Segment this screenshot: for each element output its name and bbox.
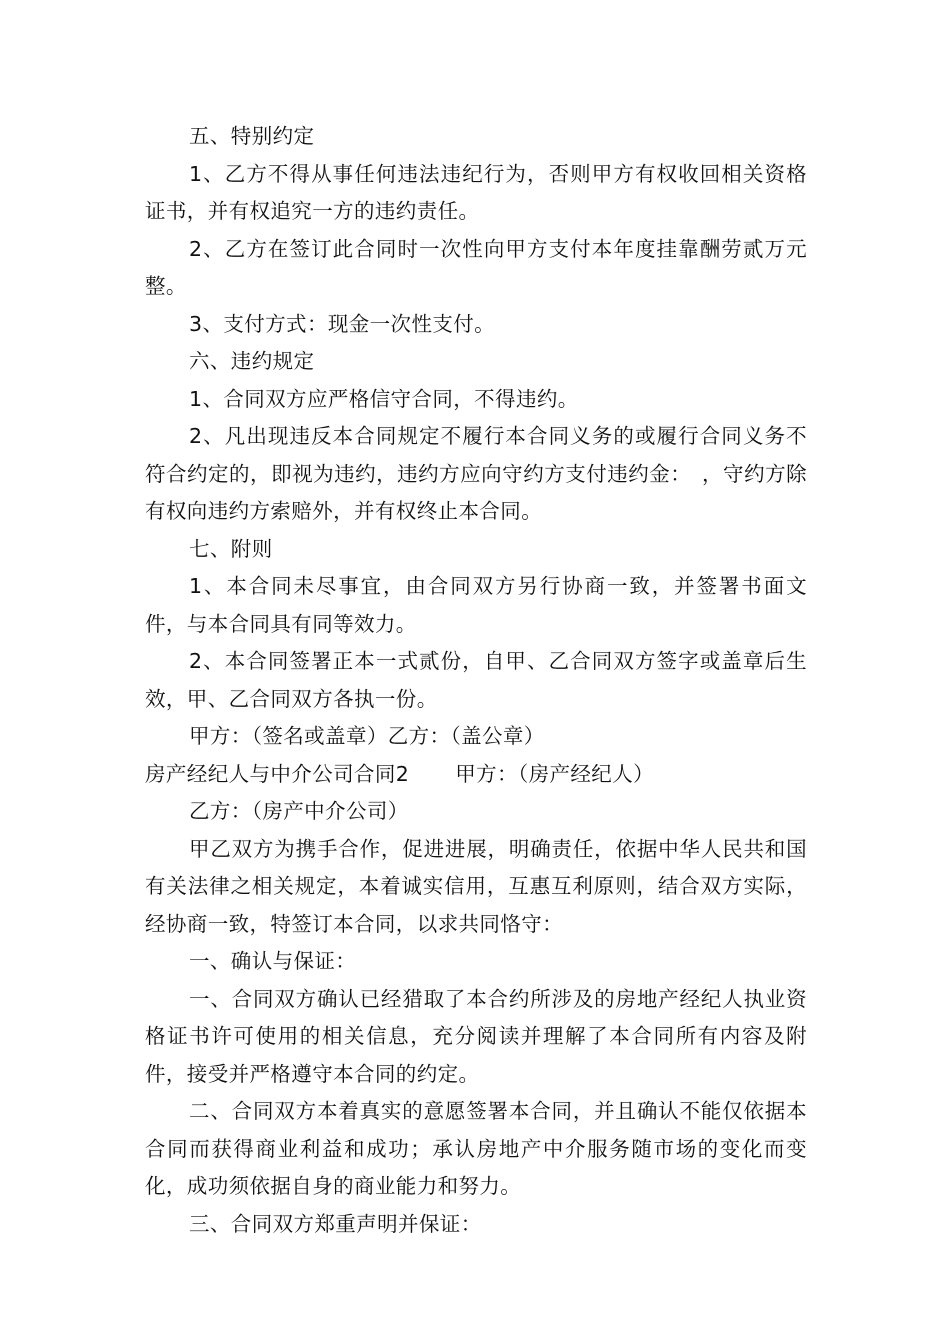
paragraph: 1、本合同未尽事宜，由合同双方另行协商一致，并签署书面文件，与本合同具有同等效力。 bbox=[145, 574, 807, 636]
paragraph: 三、合同双方郑重声明并保证： bbox=[189, 1211, 482, 1236]
party-a-label: 甲方：（房产经纪人） bbox=[455, 761, 654, 786]
paragraph: 2、本合同签署正本一式贰份，自甲、乙合同双方签字或盖章后生效，甲、乙合同双方各执一份。 bbox=[145, 649, 807, 711]
paragraph: 2、凡出现违反本合同规定不履行本合同义务的或履行合同义务不符合约定的，即视为违约，违约方应向守约方支付违约金： ，守约方除有权向违约方索赔外，并有权终止本合同。 bbox=[145, 424, 807, 523]
section-heading-appendix: 七、附则 bbox=[189, 536, 273, 561]
document-body bbox=[145, 118, 807, 1243]
party-b-label: 乙方：（房产中介公司） bbox=[189, 799, 409, 823]
contract-title-line bbox=[145, 756, 807, 794]
paragraph: 2、乙方在签订此合同时一次性向甲方支付本年度挂靠酬劳贰万元整。 bbox=[145, 236, 807, 298]
section-heading-special-terms: 五、特别约定 bbox=[189, 124, 315, 148]
paragraph: 1、乙方不得从事任何违法违纪行为，否则甲方有权收回相关资格证书，并有权追究一方的违约责任。 bbox=[145, 161, 807, 223]
section-heading-confirmation: 一、确认与保证： bbox=[189, 949, 357, 973]
signature-line: 甲方：（签名或盖章）乙方：（盖公章） bbox=[189, 724, 545, 748]
paragraph: 1、合同双方应严格信守合同，不得违约。 bbox=[189, 386, 579, 411]
paragraph: 甲乙双方为携手合作，促进进展，明确责任，依据中华人民共和国有关法律之相关规定，本着诚实信用，互惠互利原则，结合双方实际，经协商一致，特签订本合同，以求共同恪守： bbox=[145, 836, 807, 936]
section-heading-breach: 六、违约规定 bbox=[189, 349, 315, 373]
contract-title: 房产经纪人与中介公司合同2 bbox=[145, 761, 410, 786]
paragraph: 二、合同双方本着真实的意愿签署本合同，并且确认不能仅依据本合同而获得商业利益和成功；承认房地产中介服务随市场的变化而变化，成功须依据自身的商业能力和努力。 bbox=[145, 1099, 807, 1198]
paragraph: 一、合同双方确认已经猎取了本合约所涉及的房地产经纪人执业资格证书许可使用的相关信息，充分阅读并理解了本合同所有内容及附件，接受并严格遵守本合同的约定。 bbox=[145, 986, 807, 1086]
paragraph: 3、支付方式：现金一次性支付。 bbox=[189, 311, 496, 336]
